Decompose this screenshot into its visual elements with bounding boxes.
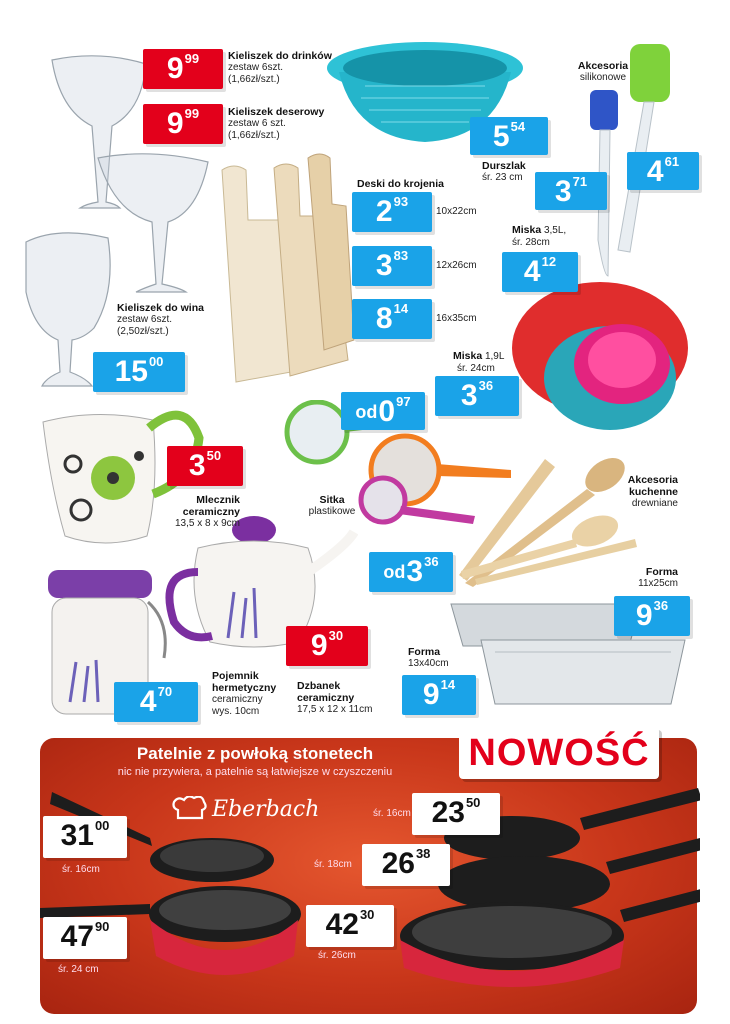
price-badge-sieves bbox=[341, 392, 425, 430]
price-badge-silicone-1 bbox=[535, 172, 607, 210]
product-desc: plastikowe bbox=[308, 506, 356, 517]
product-capacity: 3,5L, bbox=[543, 225, 567, 236]
price-decimal: 14 bbox=[440, 677, 456, 692]
price-integer: 2 bbox=[375, 195, 393, 228]
label-dessert-glass bbox=[228, 106, 338, 142]
wooden-utensils-image bbox=[445, 455, 645, 590]
price-decimal: 54 bbox=[510, 119, 526, 134]
product-name: Forma bbox=[408, 646, 441, 658]
price-badge-board-2 bbox=[352, 246, 432, 286]
price-decimal: 38 bbox=[415, 846, 431, 861]
price-badge-board-3 bbox=[352, 299, 432, 339]
product-name-line2: kuchenne bbox=[628, 486, 678, 498]
price-integer: 5 bbox=[492, 120, 510, 153]
product-name-line2: ceramiczny bbox=[297, 692, 355, 704]
price-prefix: od bbox=[383, 562, 406, 582]
label-bowl-large bbox=[512, 224, 592, 249]
product-desc: śr. 23 cm bbox=[482, 172, 523, 183]
product-unit-price: (1,66zł/szt.) bbox=[228, 74, 280, 85]
price-decimal: 50 bbox=[206, 448, 222, 463]
price-integer: 31 bbox=[60, 819, 94, 852]
price-decimal: 30 bbox=[328, 628, 344, 643]
price-badge-drink-glass bbox=[143, 49, 223, 89]
board-size-1: 10x22cm bbox=[436, 206, 477, 217]
product-name: Durszlak bbox=[482, 160, 526, 172]
price-integer: 4 bbox=[139, 685, 157, 718]
product-name: Forma bbox=[645, 566, 678, 578]
product-name: Kieliszek deserowy bbox=[228, 106, 325, 118]
banner-title: Patelnie z powłoką stonetech bbox=[136, 744, 374, 763]
price-badge-jar bbox=[114, 682, 198, 722]
price-integer: 23 bbox=[431, 796, 465, 829]
product-desc: drewniane bbox=[631, 498, 678, 509]
price-badge-board-1 bbox=[352, 192, 432, 232]
price-badge-form-small bbox=[614, 596, 690, 636]
product-capacity: 1,9L bbox=[484, 351, 505, 362]
product-desc: śr. 28cm bbox=[512, 237, 550, 248]
product-desc: 13x40cm bbox=[408, 658, 449, 669]
price-decimal: 36 bbox=[653, 598, 669, 613]
price-integer: 47 bbox=[60, 920, 94, 953]
price-integer: 4 bbox=[646, 155, 664, 188]
price-decimal: 99 bbox=[184, 51, 200, 66]
product-name-line2: ceramiczny bbox=[182, 506, 240, 518]
label-sieves bbox=[302, 494, 362, 518]
price-badge-wine-glass bbox=[93, 352, 185, 392]
product-desc: zestaw 6szt. bbox=[228, 62, 284, 73]
product-desc: zestaw 6szt. bbox=[117, 314, 173, 325]
price-prefix: od bbox=[355, 402, 378, 422]
brand-name: Eberbach bbox=[212, 796, 320, 822]
label-wine-glass bbox=[117, 302, 217, 338]
product-name: Akcesoria bbox=[627, 474, 678, 486]
product-desc: 11x25cm bbox=[638, 578, 678, 589]
product-name: Akcesoria bbox=[577, 60, 629, 72]
board-size-2: 12x26cm bbox=[436, 260, 477, 271]
chef-hat-icon bbox=[172, 796, 208, 822]
price-badge-milk-jug bbox=[167, 446, 243, 486]
product-name: Dzbanek bbox=[297, 680, 341, 692]
board-size-3: 16x35cm bbox=[436, 313, 477, 324]
price-integer: 15 bbox=[114, 355, 148, 388]
price-decimal: 97 bbox=[396, 394, 411, 409]
price-integer: 26 bbox=[381, 847, 415, 880]
product-name: Pojemnik bbox=[212, 670, 259, 682]
price-badge-pan-16-left bbox=[43, 816, 127, 858]
price-badge-wooden bbox=[369, 552, 453, 592]
product-desc: śr. 24cm bbox=[457, 363, 495, 374]
pan-size-label: śr. 18cm bbox=[314, 859, 352, 870]
price-decimal: 00 bbox=[148, 354, 164, 369]
product-unit-price: (1,66zł/szt.) bbox=[228, 130, 280, 141]
product-name-line2: hermetyczny bbox=[212, 682, 277, 694]
price-decimal: 14 bbox=[393, 301, 409, 316]
price-decimal: 90 bbox=[94, 919, 110, 934]
price-integer: 0 bbox=[378, 395, 396, 428]
price-decimal: 71 bbox=[572, 174, 588, 189]
price-integer: 3 bbox=[406, 555, 424, 588]
price-integer: 42 bbox=[325, 908, 359, 941]
price-badge-pan-18 bbox=[362, 844, 450, 886]
price-badge-bowl-large bbox=[502, 252, 578, 292]
label-cutting-boards bbox=[357, 178, 477, 190]
price-decimal: 00 bbox=[94, 818, 110, 833]
price-integer: 9 bbox=[166, 52, 184, 85]
price-decimal: 12 bbox=[541, 254, 557, 269]
label-teapot bbox=[297, 680, 387, 716]
product-name: Kieliszek do wina bbox=[117, 302, 204, 314]
product-name: Mlecznik bbox=[196, 494, 240, 506]
product-name: Deski do krojenia bbox=[357, 178, 444, 190]
price-decimal: 93 bbox=[393, 194, 409, 209]
product-desc: 13,5 x 8 x 9cm bbox=[174, 518, 240, 529]
pan-size-label: śr. 16cm bbox=[62, 864, 100, 875]
label-wooden-accessories bbox=[618, 474, 678, 510]
price-decimal: 36 bbox=[424, 554, 439, 569]
product-desc: ceramiczny bbox=[212, 694, 263, 705]
price-integer: 8 bbox=[375, 302, 393, 335]
label-silicone-accessories bbox=[568, 60, 638, 84]
price-badge-dessert-glass bbox=[143, 104, 223, 144]
price-integer: 3 bbox=[188, 449, 206, 482]
price-decimal: 61 bbox=[664, 154, 680, 169]
price-integer: 3 bbox=[554, 175, 572, 208]
price-decimal: 70 bbox=[157, 684, 173, 699]
label-form-large bbox=[408, 646, 464, 670]
price-integer: 3 bbox=[460, 379, 478, 412]
product-size: wys. 10cm bbox=[212, 706, 260, 717]
price-decimal: 36 bbox=[478, 378, 494, 393]
product-name: Miska bbox=[512, 224, 542, 236]
pans-image bbox=[40, 780, 700, 1000]
new-badge: NOWOŚĆ bbox=[459, 727, 659, 779]
product-desc: zestaw 6 szt. bbox=[228, 118, 286, 129]
pan-size-label: śr. 26cm bbox=[318, 950, 356, 961]
product-desc: 17,5 x 12 x 11cm bbox=[297, 704, 373, 715]
product-name: Miska bbox=[453, 350, 483, 362]
price-integer: 9 bbox=[166, 107, 184, 140]
label-form-small bbox=[622, 566, 678, 590]
pan-size-label: śr. 24 cm bbox=[58, 964, 99, 975]
banner-subtitle: nic nie przywiera, a patelnie są łatwiejsze w czyszczeniu bbox=[117, 766, 393, 778]
label-drink-glass bbox=[228, 50, 338, 86]
pan-size-label: śr. 16cm bbox=[373, 808, 411, 819]
product-unit-price: (2,50zł/szt.) bbox=[117, 326, 169, 337]
price-badge-teapot bbox=[286, 626, 368, 666]
price-integer: 4 bbox=[523, 255, 541, 288]
price-decimal: 99 bbox=[184, 106, 200, 121]
price-decimal: 50 bbox=[465, 795, 481, 810]
label-jar bbox=[212, 670, 292, 718]
price-decimal: 30 bbox=[359, 907, 375, 922]
price-decimal: 83 bbox=[393, 248, 409, 263]
bowls-image bbox=[510, 278, 690, 450]
product-desc: silikonowe bbox=[579, 72, 627, 83]
price-integer: 9 bbox=[635, 599, 653, 632]
cutting-boards-image bbox=[212, 150, 357, 395]
price-badge-bowl-small bbox=[435, 376, 519, 416]
product-name: Sitka bbox=[319, 494, 345, 506]
price-integer: 9 bbox=[422, 678, 440, 711]
price-integer: 3 bbox=[375, 249, 393, 282]
price-badge-pan-26 bbox=[306, 905, 394, 947]
eberbach-logo bbox=[172, 792, 342, 826]
product-name: Kieliszek do drinków bbox=[228, 50, 332, 62]
label-milk-jug bbox=[160, 494, 240, 530]
label-bowl-small bbox=[453, 350, 523, 375]
price-integer: 9 bbox=[310, 629, 328, 662]
price-badge-colander bbox=[470, 117, 548, 155]
price-badge-pan-16-right bbox=[412, 793, 500, 835]
price-badge-form-large bbox=[402, 675, 476, 715]
price-badge-silicone-2 bbox=[627, 152, 699, 190]
price-badge-pan-24 bbox=[43, 917, 127, 959]
